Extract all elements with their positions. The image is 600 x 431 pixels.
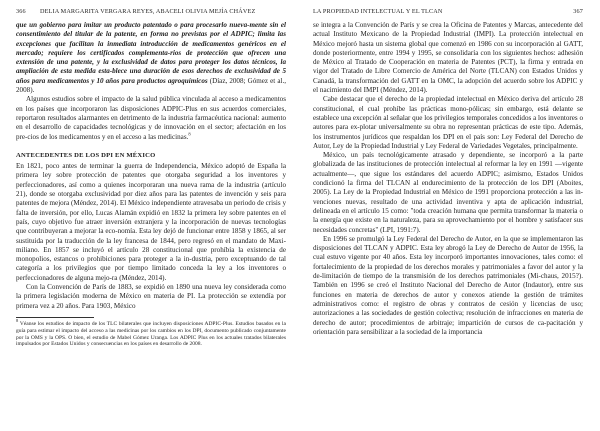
left-running-head: DELIA MARGARITA VERGARA REYES, ABACELI OLIVIA MEJÍA CHÁVEZ: [40, 8, 256, 15]
left-paragraph-4: Con la Convención de París de 1883, se expidió en 1890 una nueva ley considerada como la primera legislación moderna de México en materia de PI. La protección se extendía por primera vez a 20 años. Para 1903, México: [16, 283, 286, 310]
right-page-header: [313, 7, 583, 17]
footnote-text: Véanse los estudios de impacto de los TLC bilaterales que incluyen disposiciones ADPIC-Plus. Estudios basados en la guía para estimar el impacto del acceso a las medicinas por los cambios en los DPI, documento publicado conjuntamente por la OMS y la OPS. O bien, el estudio de Mabel Gómez Uranga. Los ADPIC Plus en los actuales tratados bilaterales impulsados por Estados Unidos y consecuencias en los países en desarrollo de 2008.: [16, 320, 286, 348]
footnote: [16, 318, 286, 348]
right-page-number: 367: [573, 8, 583, 15]
left-page-body: [16, 21, 286, 348]
section-heading: ANTECEDENTES DE LOS DPI EN MÉXICO: [16, 151, 156, 159]
right-page: [313, 0, 583, 431]
left-paragraph-2-text: Algunos estudios sobre el impacto de la salud pública vinculada al acceso a medicamentos en los países que incorporaron las disposiciones ADPIC-Plus en sus acuerdos comerciales, reportaron resultados alarmantes en detrimento de la industria farmacéutica nacional: aumento en el desarrollo de capacidades tecnológicas y de innovación en el sector; afectación en los pre-cios de los medicamentos y en el acceso a las medicinas.: [16, 95, 286, 141]
left-paragraph-1: [16, 21, 286, 95]
right-page-body: [313, 21, 583, 337]
left-page: [16, 0, 286, 431]
right-paragraph-3: México, un país tecnológicamente atrasado y dependiente, se incorporó a la parte globalizada de las instituciones de protección intelectual al reformar la ley en 1991 —vigente actualmente—, que sigue los estándares del acuerdo ADPIC; asimismo, Estados Unidos condicionó la firma del TLCAN al endurecimiento de la protección de los DPI (Aboites, 2005). La Ley de la Propiedad Industrial en México de 1991 proporciona protección a las in-venciones nuevas, resultado de una actividad inventiva y apta de aplicación industrial, delineada en el artículo 15 como: "toda creación humana que permita transformar la materia o la energía que existe en la naturaleza, para su aprovechamiento por el hombre y satisfacer sus necesidades concretas" (LPI, 1991:7).: [313, 151, 583, 234]
right-paragraph-2: Cabe destacar que el derecho de la propiedad intelectual en México deriva del artículo 28 constitucional, el cual prohíbe las prácticas mono-pólicas; sin embargo, está delante se establece una excepción al señalar que los privilegios temporales concedidos a los inventores o autores para ex-plotar universalmente su obra no representan prácticas de este tipo. Además, los instrumentos jurídicos que respaldan los DPI en el país son: Ley Federal del Derecho de Autor, Ley de la Propiedad Industrial y Ley Federal de Variedades Vegetales, principalmente.: [313, 95, 583, 150]
footnote-reference: 8: [188, 131, 191, 137]
right-running-head: LA PROPIEDAD INTELECTUAL Y EL TLCAN: [313, 8, 443, 15]
left-paragraph-2: [16, 95, 286, 141]
left-paragraph-3: En 1821, poco antes de terminar la guerra de Independencia, México adoptó de España la primera ley sobre protección de patentes que otorgaba seguridad a los inventores y perfeccionadores, así como a quienes incorporaran una nueva rama de la industria (artículo 21), donde se otorgaba exclusividad por diez años para las patentes de invención y seis para patentes de mejora (Méndez, 2014). El México independiente atravesaba un periodo de crisis y falta de inversión, por ello, Lucas Alamán expidió en 1832 la primera ley sobre patentes en el país, cuyo objetivo fue atraer inversión extranjera y la incorporación de nuevas tecnologías que contribuyeran a mejorar la eco-nomía. Esta ley dejó de funcionar entre 1858 y 1865, al ser sustituida por la traducción de la ley francesa de 1844, pero regresó en el mandato de Maxi-miliano. En 1857 se incluyó el artículo 28 constitucional que prohíbía la existencia de monopolios, estancos o prohibiciones para proteger a la in-dustria, pero exceptuando de tal categoría a los privilegios que por tiempo limitado conceda la ley a los inventores o perfeccionadores de alguna mejo-ra (Méndez, 2014).: [16, 162, 286, 282]
footnote-mark: 8: [16, 318, 19, 324]
right-paragraph-1: se integra a la Convención de París y se crea la Oficina de Patentes y Marcas, antecedente del actual Instituto Mexicano de la Propiedad Industrial (IMPI). La protección intelectual en México mejoró hasta un sistema global que comenzó en 1986 con su incorporación al GATT, donde posteriormente, entre 1994 y 1995, se consolidaría con los siguientes hechos: adhesión de México al Tratado de Cooperación en materia de Patentes (PCT), la firma y entrada en vigor del Tratado de Libre Comercio de América del Norte (TLCAN) con Estados Unidos y Canadá, la transformación del GATT en la OMC, la adopción del acuerdo sobre los ADPIC y el nacimiento del IMPI (Méndez, 2014).: [313, 21, 583, 95]
footnote-divider: [16, 317, 94, 318]
left-page-number: 366: [16, 8, 26, 15]
right-paragraph-4: En 1996 se promulgó la Ley Federal del Derecho de Autor, en la que se implementaron las disposiciones del TLCAN y ADPIC. Esta ley abrogó la Ley de Derecho de Autor de 1956, la cual estuvo vigente por 40 años. Esta ley incorporó importantes innovaciones, tales como: el fortalecimiento de la propiedad de los derechos morales y patrimoniales a favor del autor y la de-limitación de tiempo de la transmisión de los derechos patrimoniales (Mi-chaus, 2015?). También en 1996 se creó el Instituto Nacional del Derecho de Autor (Indautor), entre sus funciones en materia de derechos de autor y conexos atiende la gestión de trámites administrativos como: el registro de obras y contratos de cesión y licencias de uso; autorizaciones a las sociedades de gestión colectiva; resolución de infracciones en materia de derecho de autor; procedimientos de arbitraje; impartición de cursos de ca-pacitación y orientación para sensibilizar a la sociedad de la importancia: [313, 234, 583, 336]
left-page-header: [16, 7, 286, 17]
left-paragraph-1-citation: (Díaz, 2008; Gómez et al., 2008).: [16, 76, 286, 95]
left-paragraph-1-emphasis: que un gobierno para imitar un producto patentado o para procesarlo nueva-mente sin el consentimiento del titular de la patente, en forma no previstas por el ADPIC; limita las excepciones que facilitan la inmediata introducción de medicamentos genéricos en el mercado; requiere los certificados complementa-rios de protección que ofrecen una extensión de una patente, y la exclusividad de datos para proteger los datos técnicos, la ampliación de esta medida esta-blece una duración de esos derechos de exclusividad de 5 años para medicamentos y 10 años para productos agroquímicos: [16, 21, 286, 85]
